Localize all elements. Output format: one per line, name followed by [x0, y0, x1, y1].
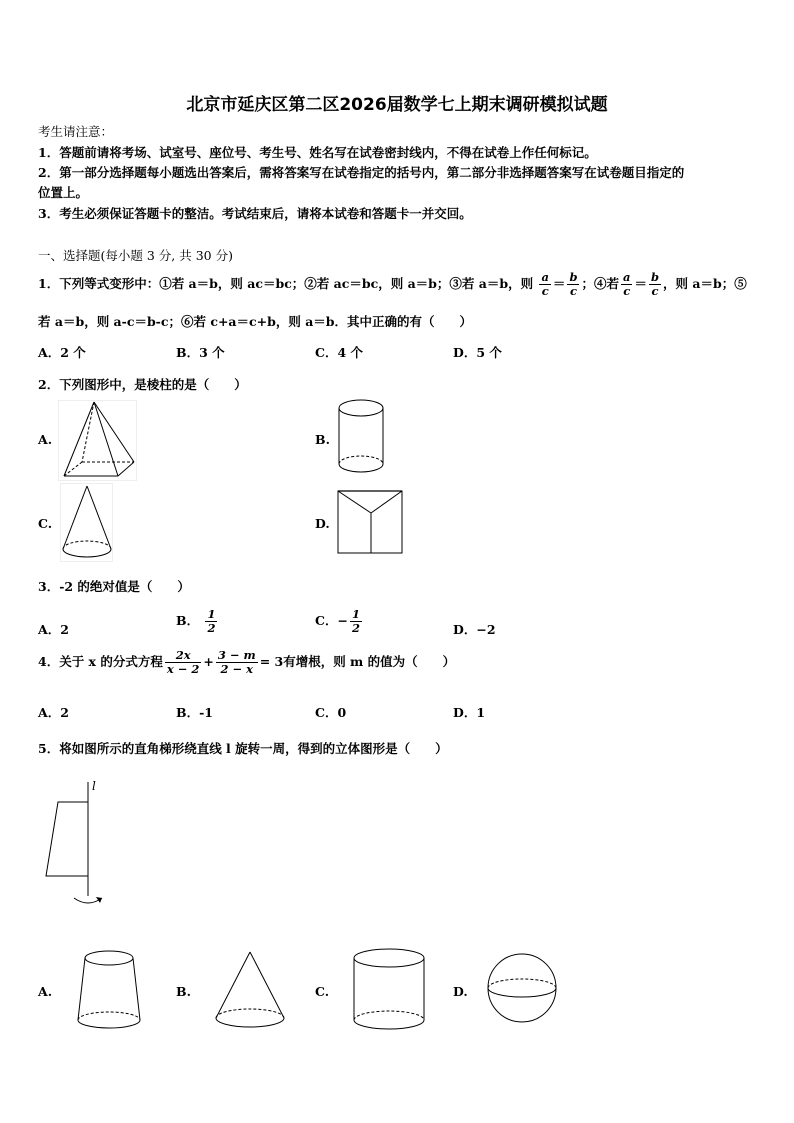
question-5-label-a: A. [38, 984, 53, 999]
notice-item-2-cont: 位置上。 [38, 185, 89, 200]
frustum-side [78, 958, 85, 1020]
equals-sign: ＝ [634, 276, 647, 291]
question-1-line-2: 若 a＝b，则 a-c＝b-c；⑥若 c+a＝c+b，则 a＝b．其中正确的有（ ） [38, 314, 473, 329]
fraction-a-over-c [621, 271, 632, 298]
question-5-label-c: C. [315, 984, 330, 999]
axis-label: l [92, 779, 96, 793]
question-4-option-b: B．-1 [176, 705, 213, 720]
cone-side [250, 952, 284, 1018]
fraction-numerator: 2x [165, 649, 202, 663]
fraction-3-minus-m-over-2-minus-x [216, 649, 258, 676]
equals-sign: ＝ [552, 276, 566, 291]
cylinder-bottom-front [339, 464, 383, 472]
question-5-stem: 5．将如图所示的直角梯形绕直线 l 旋转一周，得到的立体图形是（ ） [38, 741, 448, 756]
notice-heading: 考生请注意： [38, 124, 114, 139]
pyramid-hidden-edge [82, 402, 94, 462]
fraction-numerator: 1 [207, 607, 216, 621]
cone-side [216, 952, 250, 1018]
triangular-prism-figure [337, 489, 405, 555]
cylinder-figure [338, 398, 388, 480]
frustum-bottom-front [78, 1020, 140, 1028]
pyramid-figure [58, 400, 138, 482]
fraction-b-over-c [567, 271, 579, 298]
question-1-option-a: A．2 个 [38, 345, 86, 360]
question-2-label-a: A. [38, 432, 53, 447]
question-3-option-b [176, 608, 219, 635]
fraction-one-half [350, 608, 362, 635]
section-heading: 一、选择题(每小题 3 分, 共 30 分) [38, 248, 233, 263]
cylinder-top [354, 949, 424, 967]
fraction-denominator: x − 2 [166, 662, 200, 676]
cone-base-back [63, 541, 111, 549]
figure-frame [61, 484, 113, 562]
pyramid-edge [64, 402, 94, 476]
sphere-figure [486, 950, 560, 1030]
question-5-label-b: B. [176, 984, 191, 999]
notice-item-1: 1．答题前请将考场、试室号、座位号、考生号、姓名写在试卷密封线内，不得在试卷上作任何标记。 [38, 145, 597, 160]
question-2-stem: 2．下列图形中，是棱柱的是（ ） [38, 377, 247, 392]
fraction-denominator: 2 [351, 621, 360, 635]
plus-sign: + [203, 654, 214, 669]
fraction-denominator: c [651, 284, 659, 298]
cone-side [87, 486, 111, 549]
question-1-option-c: C．4 个 [315, 345, 363, 360]
arrow-head-icon [96, 897, 102, 903]
question-1-text-b: ；④若 [581, 276, 619, 291]
question-4-option-c: C．0 [315, 705, 347, 720]
notice-item-3: 3．考生必须保证答题卡的整洁。考试结束后，请将本试卷和答题卡一并交回。 [38, 206, 472, 221]
question-1-text-a: 1．下列等式变形中：①若 a＝b，则 ac＝bc；②若 ac＝bc，则 a＝b；③若 a＝b，则 [38, 276, 534, 291]
cone-base-front [63, 549, 111, 557]
question-2-label-b: B. [315, 432, 330, 447]
cylinder-bottom-back [354, 1011, 424, 1020]
sphere-outline [488, 954, 556, 1022]
question-4-option-a: A．2 [38, 705, 69, 720]
pyramid-edge [94, 402, 134, 462]
fraction-a-over-c [539, 271, 550, 298]
cone-side [63, 486, 87, 549]
cone-figure [60, 483, 114, 563]
fraction-b-over-c [649, 271, 661, 298]
option-label: B． [176, 613, 200, 628]
pyramid-edge [94, 402, 118, 476]
cylinder-figure [352, 946, 428, 1036]
fraction-numerator: a [541, 270, 549, 284]
frustum-side [133, 958, 140, 1020]
frustum-figure [76, 948, 142, 1034]
page-title: 北京市延庆区第二区2026届数学七上期末调研模拟试题 [186, 95, 608, 115]
question-2-label-c: C. [38, 516, 53, 531]
notice-item-2: 2．第一部分选择题每小题选出答案后，需将答案写在试卷指定的括号内，第二部分非选择题答案写在试卷题目指定的 [38, 165, 685, 180]
cone-base-back [216, 1009, 284, 1018]
question-1-option-d: D．5 个 [453, 345, 502, 360]
fraction-denominator: c [541, 284, 549, 298]
fraction-denominator: 2 − x [220, 662, 254, 676]
sphere-equator-back [488, 979, 556, 988]
fraction-numerator: a [623, 270, 631, 284]
question-3-option-a: A．2 [38, 622, 69, 637]
question-2-label-d: D. [315, 516, 330, 531]
question-3-option-d: D．−2 [453, 622, 496, 637]
fraction-numerator: 1 [351, 607, 360, 621]
question-4-option-d: D．1 [453, 705, 486, 720]
sphere-equator-front [488, 988, 556, 997]
option-label: C． [315, 613, 338, 628]
right-trapezoid-figure [40, 778, 120, 910]
question-4-text-b: = 3有增根，则 m 的值为（ ） [259, 654, 456, 669]
cone-base-front [216, 1018, 284, 1027]
question-3-stem: 3．-2 的绝对值是（ ） [38, 579, 190, 594]
pyramid-base-edge [118, 462, 134, 476]
prism-edge [338, 491, 371, 513]
cylinder-top [339, 400, 383, 416]
fraction-2x-over-x-minus-2 [165, 649, 202, 676]
question-1-option-b: B．3 个 [176, 345, 225, 360]
frustum-top [85, 951, 133, 965]
trapezoid-shape [46, 802, 88, 876]
prism-outline [338, 491, 402, 553]
fraction-numerator: 3 − m [217, 648, 256, 662]
frustum-bottom-back [78, 1012, 140, 1020]
prism-edge [371, 491, 402, 513]
fraction-one-half [205, 608, 217, 635]
question-3-option-c [315, 608, 364, 635]
question-4-text-a: 4．关于 x 的分式方程 [38, 654, 163, 669]
question-5-label-d: D. [453, 984, 468, 999]
fraction-numerator: b [650, 270, 660, 284]
question-4-stem [38, 649, 455, 676]
minus-sign: − [337, 613, 348, 628]
question-1-text-c: ，则 a＝b；⑤ [663, 276, 747, 291]
fraction-denominator: c [569, 284, 577, 298]
fraction-denominator: 2 [207, 621, 216, 635]
cone-figure [214, 948, 288, 1034]
fraction-numerator: b [569, 270, 578, 284]
fraction-denominator: c [623, 284, 631, 298]
cylinder-bottom-back [339, 456, 383, 464]
cylinder-bottom-front [354, 1020, 424, 1029]
question-1-line-1 [38, 270, 747, 298]
